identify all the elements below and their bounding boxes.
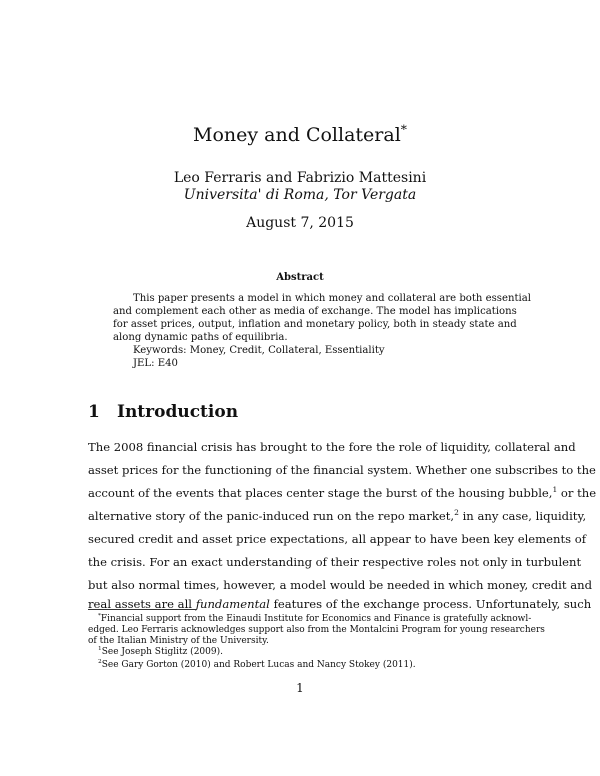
paper-date: August 7, 2015	[246, 215, 354, 231]
body-line: alternative story of the panic-induced run on the repo market,$^2$ in any case, liquidity,	[88, 508, 587, 523]
footnote-star-line: of the Italian Ministry of the University.	[88, 636, 269, 646]
footnote-star: *Financial support from the Einaudi Institute for Economics and Finance is gratefully acknowl-	[98, 613, 532, 624]
emphasis-fundamental: fundamental	[195, 597, 270, 611]
footnote-2: $^2$See Gary Gorton (2010) and Robert Lucas and Nancy Stokey (2011).	[98, 659, 416, 670]
body-line: The 2008 financial crisis has brought to the fore the role of liquidity, collateral and	[88, 440, 576, 454]
abstract-line: and complement each other as media of exchange. The model has implications	[113, 306, 517, 317]
section-title: Introduction	[117, 402, 239, 422]
footnote-star-line: edged. Leo Ferraris acknowledges support also from the Montalcini Program for young researchers	[88, 625, 545, 635]
body-line: real assets are all fundamental features of the exchange process. Unfortunately, such	[88, 597, 592, 611]
abstract-line: This paper presents a model in which money and collateral are both essential	[133, 293, 531, 304]
body-line: but also normal times, however, a model would be needed in which money, credit and	[88, 578, 593, 592]
body-line: secured credit and asset price expectations, all appear to have been key elements of	[88, 532, 587, 546]
abstract-keywords: Keywords: Money, Credit, Collateral, Essentiality	[133, 345, 385, 356]
body-line: asset prices for the functioning of the financial system. Whether one subscribes to the	[88, 463, 596, 477]
abstract-jel: JEL: E40	[133, 358, 178, 369]
paper-authors: Leo Ferraris and Fabrizio Mattesini	[173, 170, 427, 186]
footnote-ref-1[interactable]: 1	[552, 485, 558, 495]
section-heading	[88, 402, 238, 422]
page-number: 1	[296, 681, 304, 695]
abstract-line: for asset prices, output, inflation and monetary policy, both in steady state and	[113, 319, 517, 330]
paper-affiliation: Universita' di Roma, Tor Vergata	[183, 187, 417, 203]
body-line: the crisis. For an exact understanding of their respective roles not only in turbulent	[88, 555, 582, 569]
footnote-rule	[88, 609, 196, 610]
title-footnote-mark: *	[400, 122, 407, 137]
section-number: 1	[88, 402, 100, 422]
footnote-1: $^1$See Joseph Stiglitz (2009).	[98, 646, 223, 657]
abstract-heading: Abstract	[276, 272, 324, 283]
paper-title: Money and Collateral*	[193, 122, 407, 146]
footnote-ref-2[interactable]: 2	[454, 508, 459, 518]
body-line: account of the events that places center stage the burst of the housing bubble,$^1$ or the	[88, 485, 597, 500]
abstract-line: along dynamic paths of equilibria.	[113, 332, 288, 343]
